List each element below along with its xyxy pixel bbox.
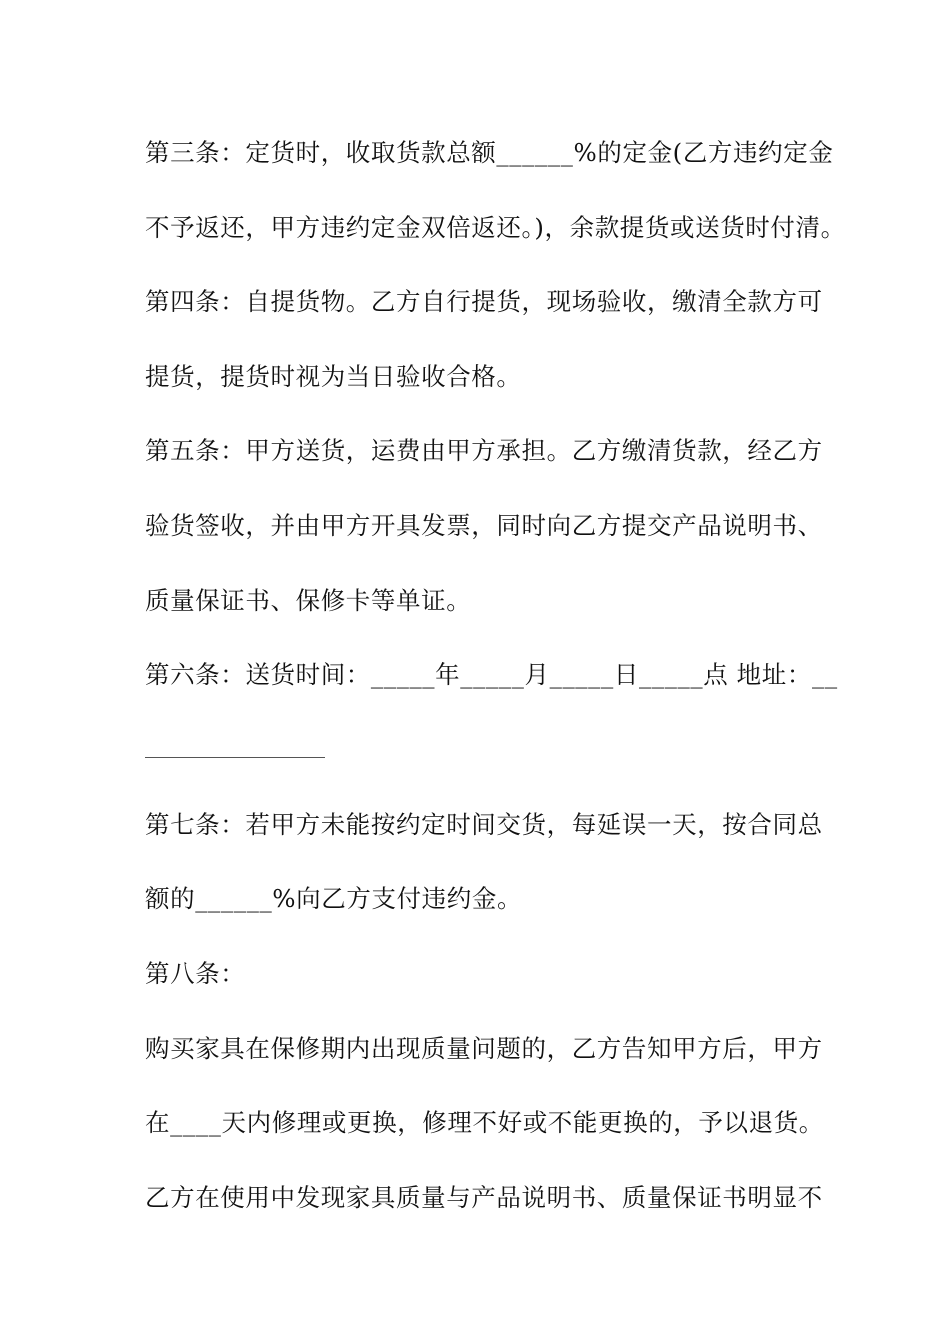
clause-8-heading: 第八条： bbox=[145, 959, 246, 988]
clause-5-line-2: 验货签收，并由甲方开具发票，同时向乙方提交产品说明书、 bbox=[145, 511, 823, 540]
clause-3-line-1: 第三条：定货时，收取货款总额______%的定金(乙方违约定金 bbox=[145, 138, 834, 167]
clause-8-line-3: 乙方在使用中发现家具质量与产品说明书、质量保证书明显不 bbox=[145, 1183, 823, 1212]
address-blank-line bbox=[145, 757, 325, 758]
clause-4-line-1: 第四条：自提货物。乙方自行提货，现场验收，缴清全款方可 bbox=[145, 287, 823, 316]
clause-5-line-1: 第五条：甲方送货，运费由甲方承担。乙方缴清货款，经乙方 bbox=[145, 436, 823, 465]
clause-5-line-3: 质量保证书、保修卡等单证。 bbox=[145, 586, 472, 615]
clause-6-line-1: 第六条：送货时间：_____年_____月_____日_____点 地址：__ bbox=[145, 660, 838, 689]
clause-8-line-2: 在____天内修理或更换，修理不好或不能更换的，予以退货。 bbox=[145, 1108, 824, 1137]
clause-4-line-2: 提货，提货时视为当日验收合格。 bbox=[145, 362, 522, 391]
clause-7-line-1: 第七条：若甲方未能按约定时间交货，每延误一天，按合同总 bbox=[145, 810, 823, 839]
clause-7-line-2: 额的______%向乙方支付违约金。 bbox=[145, 884, 523, 913]
clause-8-line-1: 购买家具在保修期内出现质量问题的，乙方告知甲方后，甲方 bbox=[145, 1034, 823, 1063]
clause-3-line-2: 不予返还，甲方违约定金双倍返还。)，余款提货或送货时付清。 bbox=[145, 213, 846, 242]
